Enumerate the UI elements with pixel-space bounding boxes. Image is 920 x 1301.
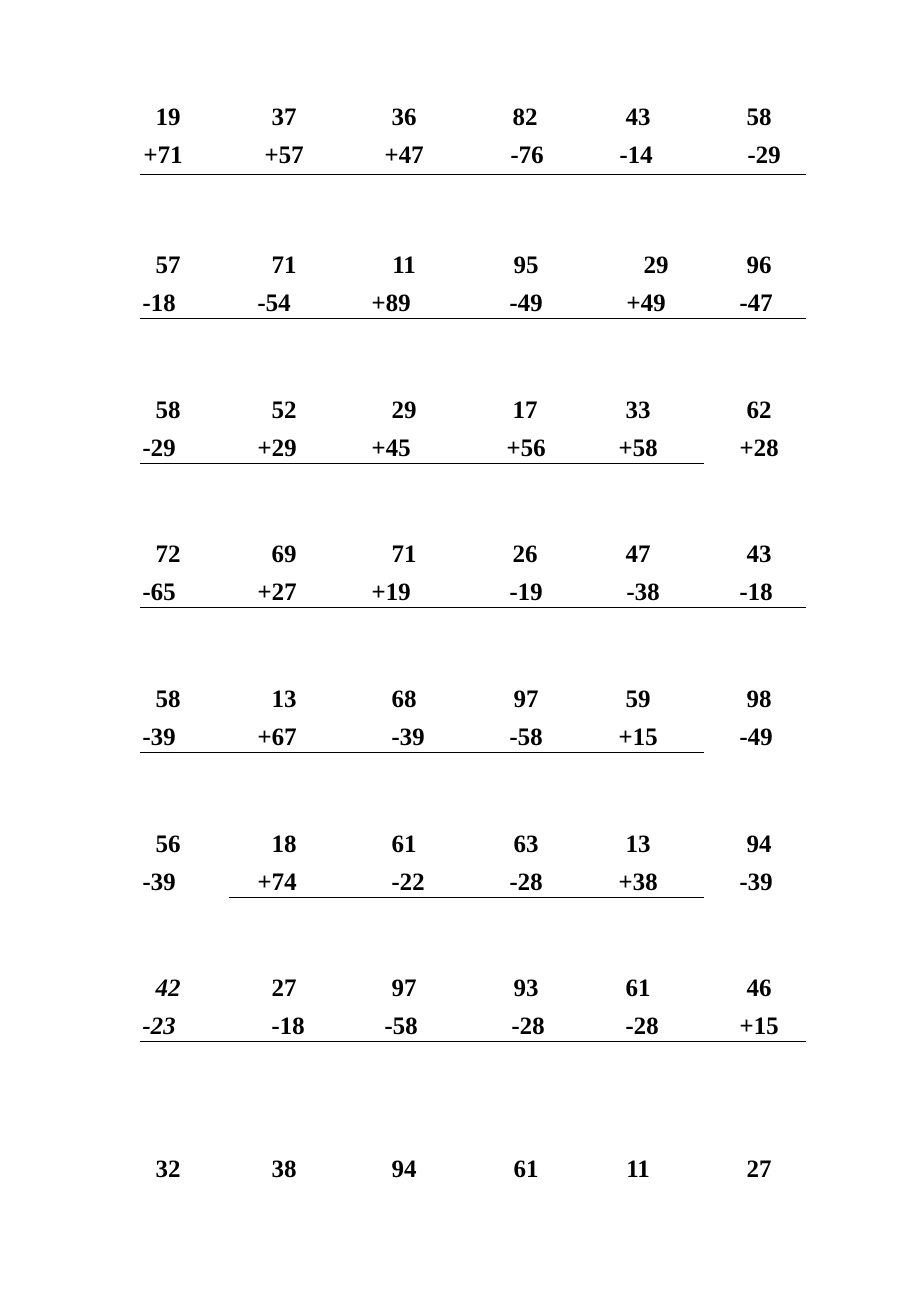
problem-top-number: 58	[155, 397, 181, 424]
problem-top-number: 61	[391, 831, 417, 858]
problem-top-number: 52	[271, 397, 297, 424]
problem-bottom-number: -49	[509, 290, 543, 317]
problem-top-number: 62	[746, 397, 772, 424]
problem-bottom-number: +71	[143, 142, 183, 169]
problem-bottom-number: +15	[739, 1013, 779, 1040]
problem-bottom-number: -22	[391, 869, 425, 896]
problem-top-number: 97	[391, 975, 417, 1002]
problem-bottom-number: -29	[142, 435, 176, 462]
answer-line	[140, 607, 806, 608]
problem-bottom-number: -58	[509, 724, 543, 751]
problem-top-number: 61	[513, 1156, 539, 1183]
problem-bottom-number: +67	[257, 724, 297, 751]
problem-top-number: 29	[643, 252, 669, 279]
problem-row-5	[0, 685, 920, 795]
problem-bottom-number: -39	[142, 869, 176, 896]
problem-bottom-number: +58	[618, 435, 658, 462]
problem-bottom-number: +57	[264, 142, 304, 169]
problem-top-number: 17	[512, 397, 538, 424]
problem-row-2	[0, 251, 920, 361]
problem-top-number: 63	[513, 831, 539, 858]
answer-line	[140, 174, 806, 175]
problem-top-number: 11	[392, 252, 416, 279]
problem-bottom-number: -18	[271, 1013, 305, 1040]
problem-top-number: 56	[155, 831, 181, 858]
problem-top-number: 36	[391, 104, 417, 131]
problem-top-number: 68	[391, 686, 417, 713]
problem-bottom-number: +15	[618, 724, 658, 751]
answer-line	[229, 897, 704, 898]
problem-top-number: 43	[746, 541, 772, 568]
problem-top-number: 11	[626, 1156, 650, 1183]
problem-top-number: 71	[391, 541, 417, 568]
problem-top-number: 13	[625, 831, 651, 858]
problem-top-number: 46	[746, 975, 772, 1002]
problem-bottom-number: -18	[739, 579, 773, 606]
problem-top-number: 71	[271, 252, 297, 279]
problem-top-number: 32	[155, 1156, 181, 1183]
problem-top-number: 72	[155, 541, 181, 568]
problem-top-number: 58	[746, 104, 772, 131]
problem-bottom-number: -28	[625, 1013, 659, 1040]
problem-bottom-number: +38	[618, 869, 658, 896]
problem-bottom-number: +74	[257, 869, 297, 896]
problem-bottom-number: +49	[626, 290, 666, 317]
problem-row-4	[0, 540, 920, 650]
problem-bottom-number: -38	[626, 579, 660, 606]
problem-top-number: 94	[746, 831, 772, 858]
problem-top-number: 27	[271, 975, 297, 1002]
answer-line	[140, 1041, 806, 1042]
problem-bottom-number: -76	[510, 142, 544, 169]
problem-bottom-number: -28	[509, 869, 543, 896]
problem-row-8	[0, 1155, 920, 1265]
problem-bottom-number: -14	[619, 142, 653, 169]
problem-bottom-number: +56	[506, 435, 546, 462]
problem-top-number: 61	[625, 975, 651, 1002]
problem-row-7	[0, 974, 920, 1084]
problem-top-number: 98	[746, 686, 772, 713]
answer-line	[140, 318, 806, 319]
problem-bottom-number: -23	[142, 1013, 176, 1040]
problem-top-number: 69	[271, 541, 297, 568]
problem-top-number: 13	[271, 686, 297, 713]
problem-top-number: 94	[391, 1156, 417, 1183]
problem-top-number: 97	[513, 686, 539, 713]
problem-bottom-number: +19	[371, 579, 411, 606]
problem-bottom-number: +47	[384, 142, 424, 169]
problem-row-6	[0, 830, 920, 940]
problem-top-number: 29	[391, 397, 417, 424]
problem-top-number: 42	[155, 975, 181, 1002]
problem-top-number: 37	[271, 104, 297, 131]
problem-top-number: 27	[746, 1156, 772, 1183]
problem-bottom-number: -39	[142, 724, 176, 751]
answer-line	[140, 463, 704, 464]
answer-line	[140, 752, 704, 753]
problem-bottom-number: +27	[257, 579, 297, 606]
problem-bottom-number: -47	[739, 290, 773, 317]
problem-top-number: 58	[155, 686, 181, 713]
problem-top-number: 93	[513, 975, 539, 1002]
problem-row-3	[0, 396, 920, 506]
problem-bottom-number: -19	[509, 579, 543, 606]
problem-top-number: 57	[155, 252, 181, 279]
problem-bottom-number: -28	[511, 1013, 545, 1040]
problem-bottom-number: +45	[371, 435, 411, 462]
problem-top-number: 59	[625, 686, 651, 713]
problem-bottom-number: -65	[142, 579, 176, 606]
problem-top-number: 33	[625, 397, 651, 424]
problem-bottom-number: -39	[391, 724, 425, 751]
problem-bottom-number: +89	[371, 290, 411, 317]
problem-bottom-number: -58	[384, 1013, 418, 1040]
problem-bottom-number: +29	[257, 435, 297, 462]
problem-top-number: 38	[271, 1156, 297, 1183]
problem-top-number: 96	[746, 252, 772, 279]
problem-top-number: 47	[625, 541, 651, 568]
problem-bottom-number: -29	[747, 142, 781, 169]
problem-bottom-number: -49	[739, 724, 773, 751]
problem-bottom-number: +28	[739, 435, 779, 462]
problem-bottom-number: -18	[142, 290, 176, 317]
problem-bottom-number: -39	[739, 869, 773, 896]
problem-bottom-number: -54	[257, 290, 291, 317]
problem-top-number: 26	[512, 541, 538, 568]
problem-top-number: 43	[625, 104, 651, 131]
problem-row-1	[0, 103, 920, 213]
problem-top-number: 82	[512, 104, 538, 131]
problem-top-number: 95	[513, 252, 539, 279]
problem-top-number: 19	[155, 104, 181, 131]
problem-top-number: 18	[271, 831, 297, 858]
